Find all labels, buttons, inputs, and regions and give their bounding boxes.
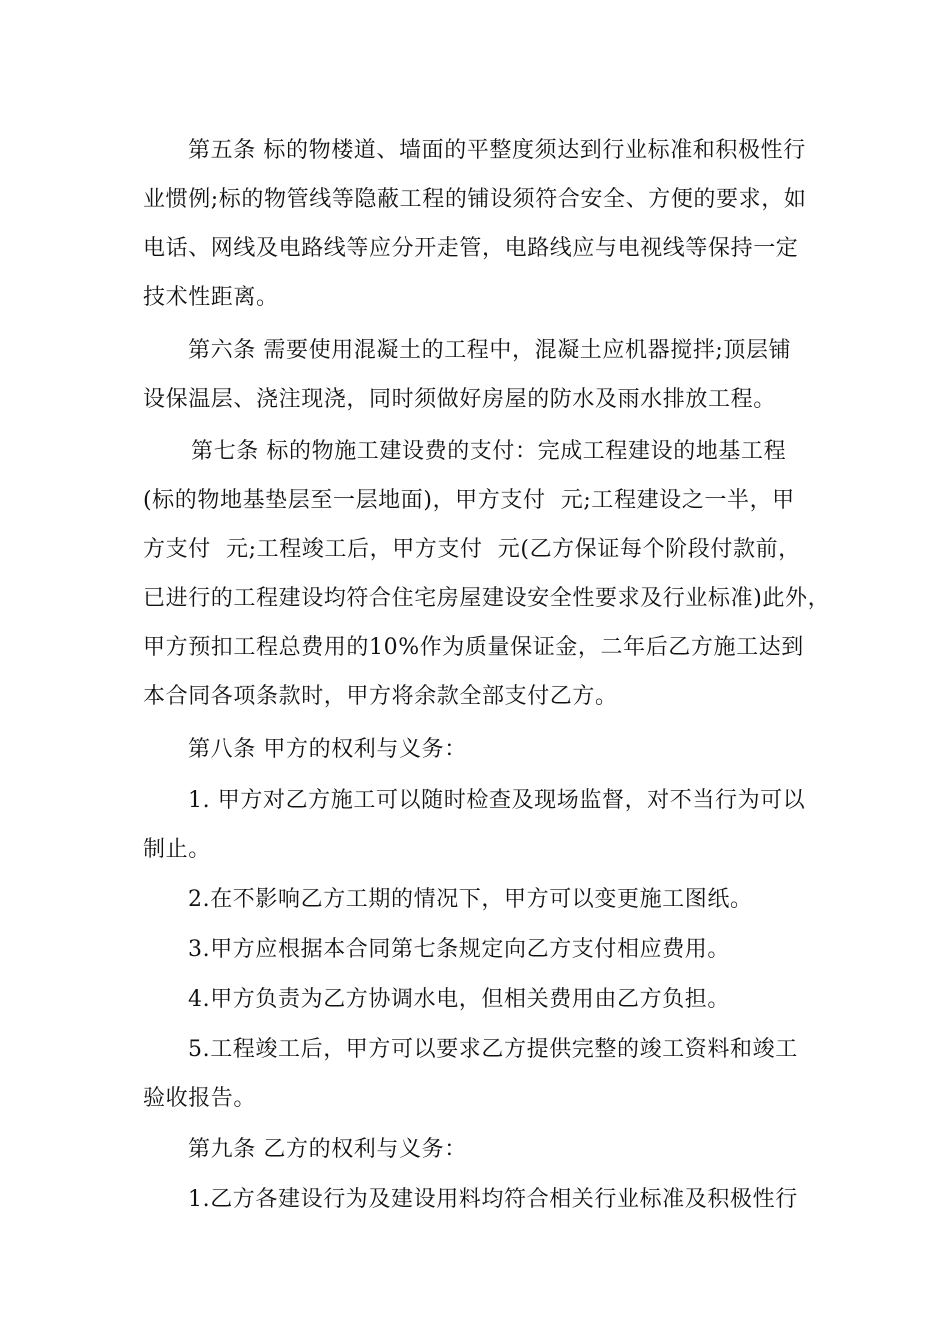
- text-line: 1.乙方各建设行为及建设用料均符合相关行业标准及积极性行: [188, 1187, 798, 1212]
- text-line: 第七条 标的物施工建设费的支付：完成工程建设的地基工程: [191, 439, 787, 464]
- text-line: 业惯例;标的物管线等隐蔽工程的铺设须符合安全、方便的要求，如: [143, 187, 807, 212]
- text-line: 第八条 甲方的权利与义务：: [188, 737, 467, 762]
- text-line: (标的物地基垫层至一层地面)，甲方支付 元;工程建设之一半，甲: [143, 488, 795, 513]
- text-line: 4.甲方负责为乙方协调水电，但相关费用由乙方负担。: [188, 987, 730, 1012]
- text-line: 本合同各项条款时，甲方将余款全部支付乙方。: [143, 684, 618, 709]
- text-line: 第五条 标的物楼道、墙面的平整度须达到行业标准和积极性行: [188, 138, 806, 163]
- text-line: 甲方预扣工程总费用的10%作为质量保证金，二年后乙方施工达到: [143, 635, 804, 660]
- text-line: 2.在不影响乙方工期的情况下，甲方可以变更施工图纸。: [188, 887, 753, 912]
- text-line: 3.甲方应根据本合同第七条规定向乙方支付相应费用。: [188, 937, 730, 962]
- text-line: 已进行的工程建设均符合住宅房屋建设安全性要求及行业标准)此外，: [143, 586, 831, 611]
- text-line: 验收报告。: [143, 1086, 257, 1111]
- text-line: 制止。: [143, 837, 211, 862]
- text-line: 5.工程竣工后，甲方可以要求乙方提供完整的竣工资料和竣工: [188, 1037, 798, 1062]
- text-line: 第九条 乙方的权利与义务：: [188, 1137, 467, 1162]
- text-line: 电话、网线及电路线等应分开走管，电路线应与电视线等保持一定: [143, 236, 799, 261]
- text-line: 1. 甲方对乙方施工可以随时检查及现场监督，对不当行为可以: [188, 788, 806, 813]
- text-line: 设保温层、浇注现浇，同时须做好房屋的防水及雨水排放工程。: [143, 387, 776, 412]
- text-line: 技术性距离。: [143, 285, 279, 310]
- text-line: 第六条 需要使用混凝土的工程中，混凝土应机器搅拌;顶层铺: [188, 338, 792, 363]
- text-line: 方支付 元;工程竣工后，甲方支付 元(乙方保证每个阶段付款前，: [143, 537, 801, 562]
